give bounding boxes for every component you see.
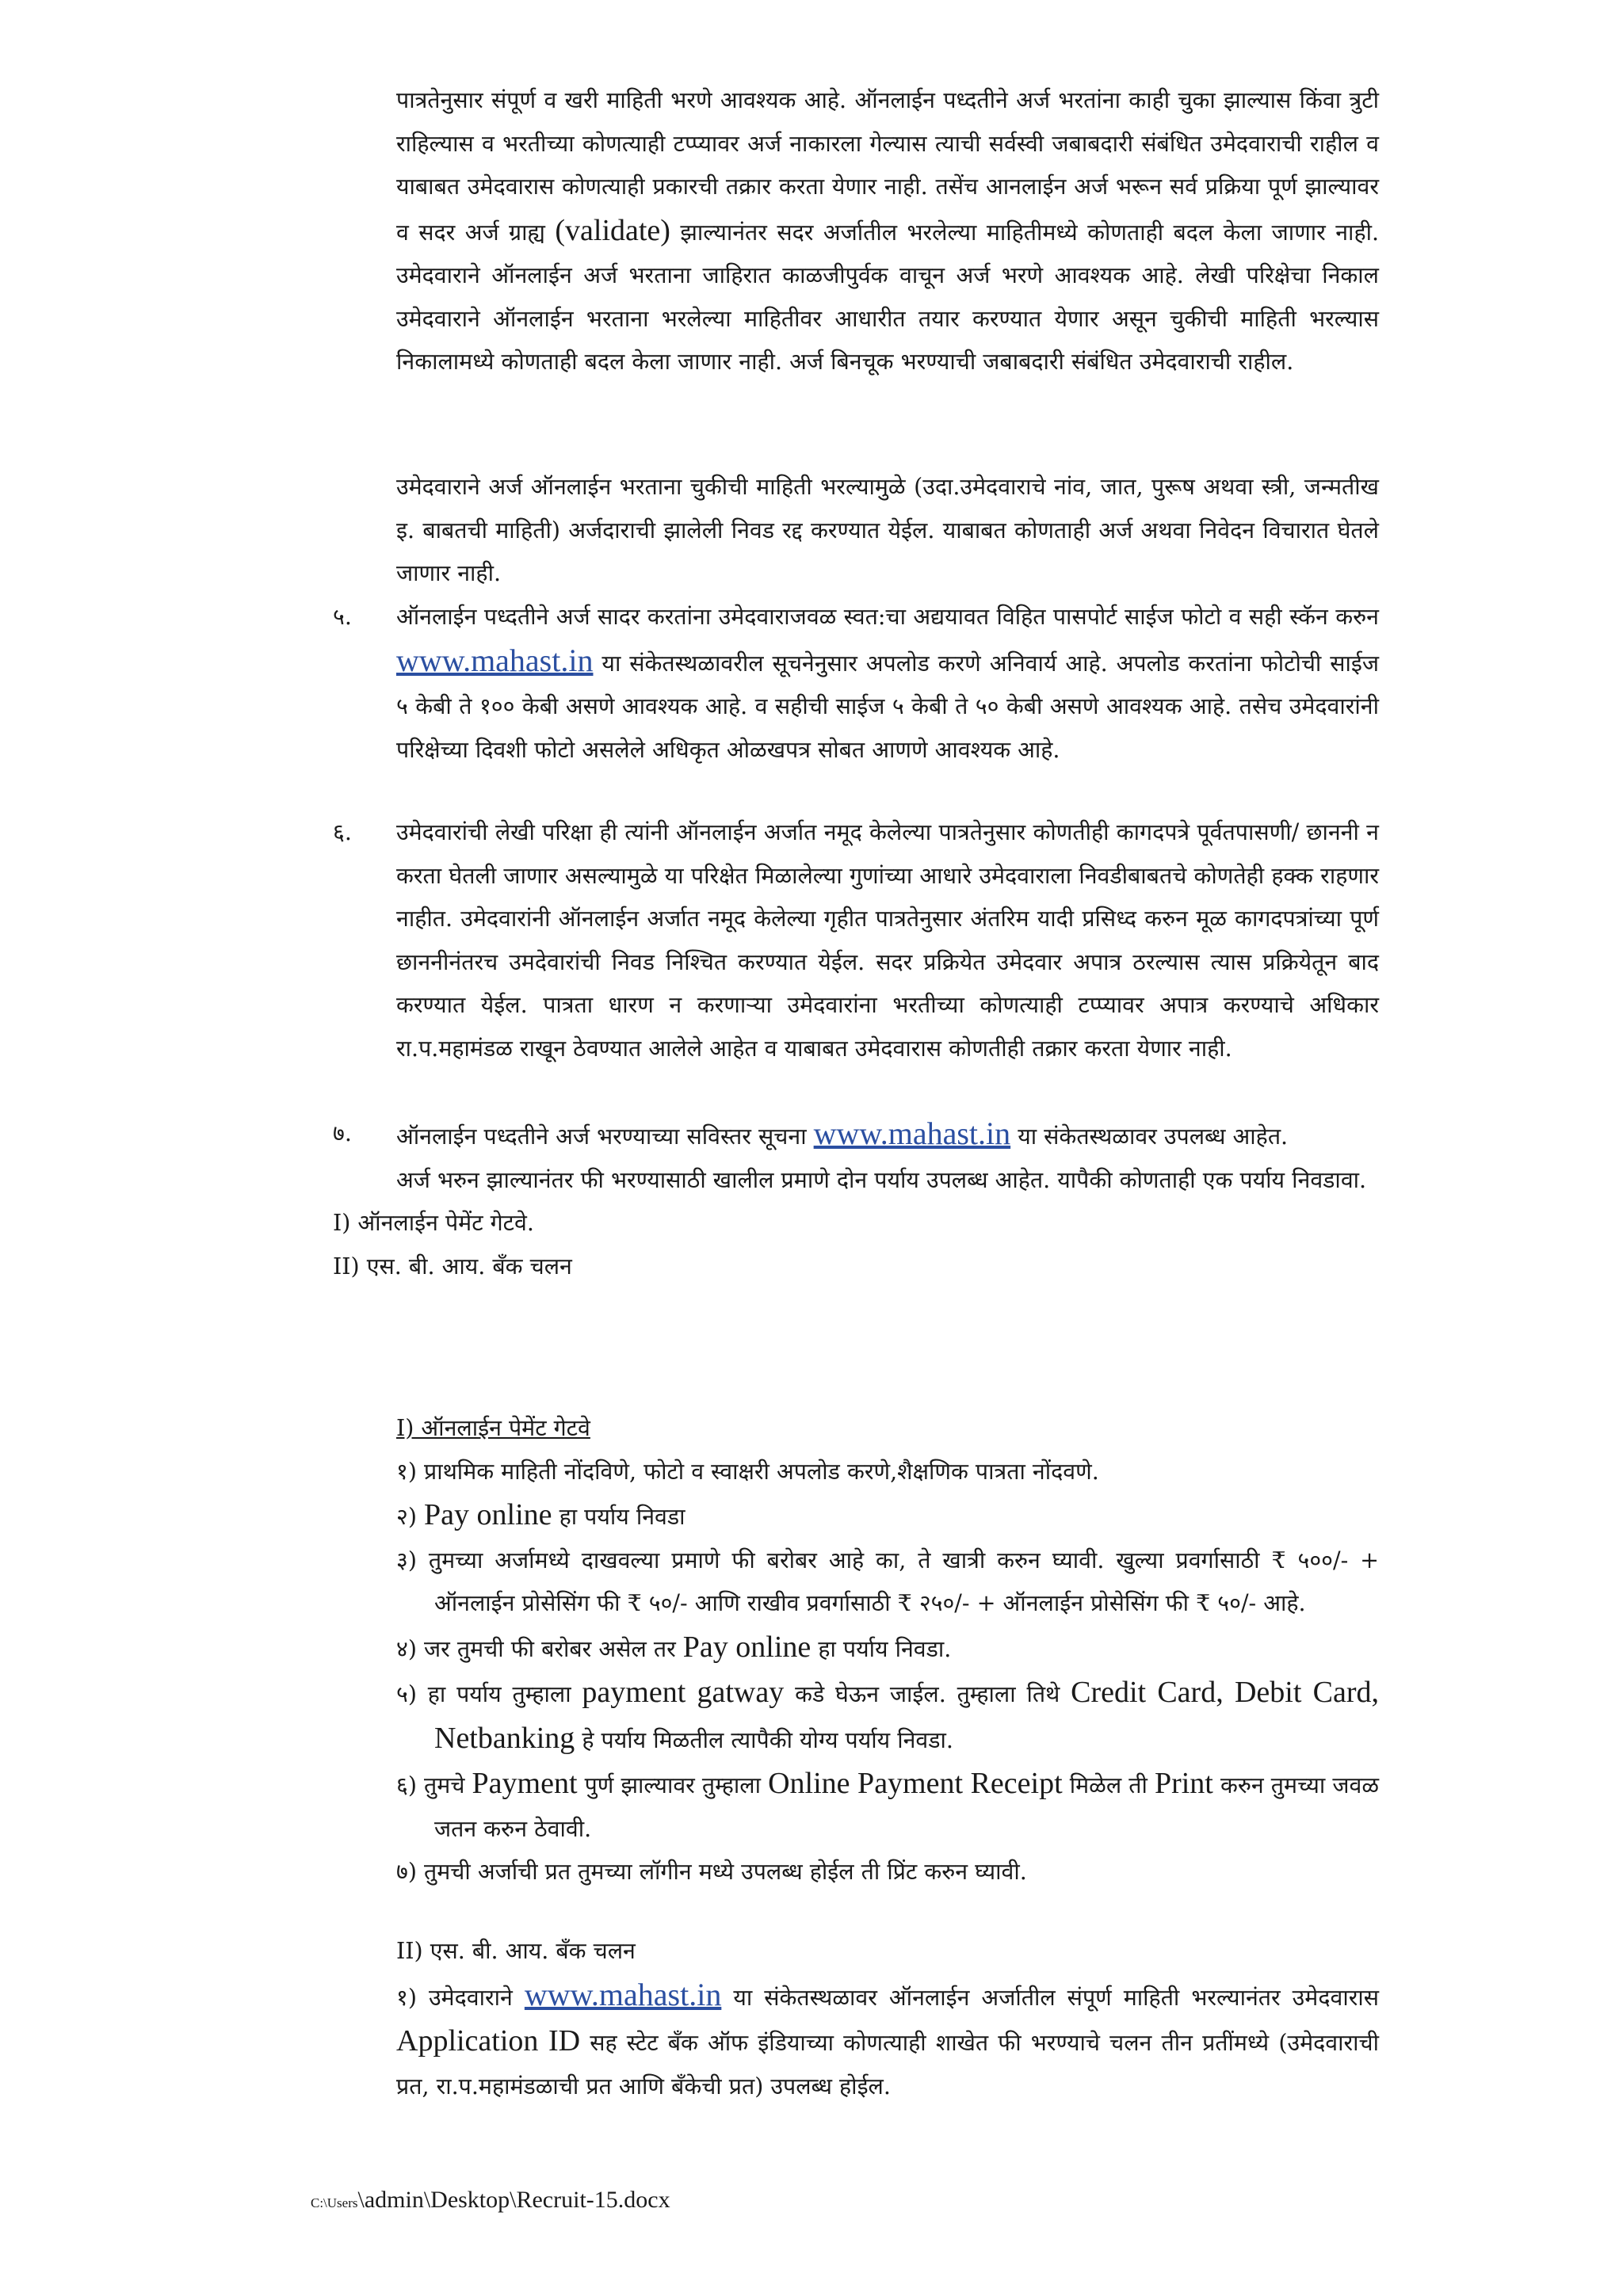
list-item-7 [333, 1112, 1379, 1288]
mahast-link[interactable]: www.mahast.in [813, 1116, 1011, 1151]
wrong-info-text: उमेदवाराने अर्ज ऑनलाईन भरताना चुकीची माहिती भरल्यामुळे (उदा.उमेदवाराचे नांव, जात, पुरूष अथवा स्त्री, जन्मतीख इ. बाबतची माहिती) अर्जदाराची झालेली निवड रद्द करण्यात येईल. याबाबत कोणताही अर्ज अथवा निवेदन विचारात घेतले जाणार नाही. [396, 474, 1379, 586]
mahast-link[interactable]: www.mahast.in [524, 1976, 722, 2012]
step-4: ४) जर तुमची फी बरोबर असेल तर Pay online हा पर्याय निवडा. [396, 1630, 952, 1664]
step-7: ७) तुमची अर्जाची प्रत तुमच्या लॉगीन मध्ये उपलब्ध होईल ती प्रिंट करुन घ्यावी. [396, 1859, 1027, 1885]
item7-text-a: ऑनलाईन पध्दतीने अर्ज भरण्याच्या सविस्तर सूचना [396, 1123, 807, 1150]
list-item-5 [333, 596, 1379, 772]
list-item-6 [333, 811, 1379, 1070]
footer-file-path: C:\Users\admin\Desktop\Recruit-15.docx [311, 2187, 670, 2213]
step-5: ५) हा पर्याय तुम्हाला payment gatway कडे घेऊन जाईल. तुम्हाला तिथे Credit Card, Debit Card, Netbanking हे पर्याय मिळतील त्यापैकी योग्य पर्याय निवडा. [396, 1676, 1379, 1755]
option-sbi-challan: II) एस. बी. आय. बँक चलन [333, 1253, 572, 1280]
validate-term: (validate) [555, 213, 670, 247]
item-number: ६. [333, 819, 352, 845]
section-heading: II) एस. बी. आय. बँक चलन [396, 1938, 636, 1964]
step-2: २) Pay online हा पर्याय निवडा [396, 1498, 685, 1531]
item-number: ५. [333, 604, 352, 630]
item7-text-b: या संकेतस्थळावर उपलब्ध आहेत. [1018, 1123, 1289, 1150]
step-3: ३) तुमच्या अर्जामध्ये दाखवल्या प्रमाणे फी बरोबर आहे का, ते खात्री करुन घ्यावी. खुल्या प्रवर्गासाठी ₹ ५००/- + ऑनलाईन प्रोसेसिंग फी ₹ ५०/- आणि राखीव प्रवर्गासाठी ₹ २५०/- + ऑनलाईन प्रोसेसिंग फी ₹ ५०/- आहे. [396, 1547, 1379, 1616]
step-6: ६) तुमचे Payment पुर्ण झाल्यावर तुम्हाला Online Payment Receipt मिळेल ती Print करुन तुमच्या जवळ जतन करुन ठेवावी. [396, 1767, 1380, 1842]
step-1: १) प्राथमिक माहिती नोंदविणे, फोटो व स्वाक्षरी अपलोड करणे,शैक्षणिक पात्रता नोंदवणे. [396, 1458, 1099, 1485]
item-number: ७. [333, 1120, 352, 1146]
fee-options-intro: अर्ज भरुन झाल्यानंतर फी भरण्यासाठी खालील प्रमाणे दोन पर्याय उपलब्ध आहेत. यापैकी कोणताही एक पर्याय निवडावा. [396, 1166, 1367, 1193]
intro-text-cont: झाल्यानंतर सदर अर्जातील भरलेल्या माहितीमध्ये कोणताही बदल केला जाणार नाही. उमेदवाराने ऑनलाईन अर्ज भरताना जाहिरात काळजीपुर्वक वाचून अर्ज भरणे आवश्यक आहे. लेखी परिक्षेचा निकाल उमेदवाराने ऑनलाईन भरताना भरलेल्या माहितीवर आधारीत तयार करण्यात येणार असून चुकीची माहिती भरल्यास निकालामध्ये कोणताही बदल केला जाणार नाही. अर्ज बिनचूक भरण्याची जबाबदारी संबंधित उमेदवाराची राहील. [396, 219, 1380, 375]
item6-text: उमेदवारांची लेखी परिक्षा ही त्यांनी ऑनलाईन अर्जात नमूद केलेल्या पात्रतेनुसार कोणतीही कागदपत्रे पूर्वतपासणी/ छाननी न करता घेतली जाणार असल्यामुळे या परिक्षेत मिळालेल्या गुणांच्या आधारे उमेदवाराला निवडीबाबतचे कोणतेही हक्क राहणार नाहीत. उमेदवारांनी ऑनलाईन अर्जात नमूद केलेल्या गृहीत पात्रतेनुसार अंतरिम यादी प्रसिध्द करुन मूळ कागदपत्रांच्या पूर्ण छाननीनंतरच उमदेवारांची निवड निश्‍चित करण्यात येईल. सदर प्रक्रियेत उमेदवार अपात्र ठरल्यास त्यास प्रक्रियेतून बाद करण्यात येईल. पात्रता धारण न करणाऱ्या उमेदवारांना भरतीच्या कोणत्याही टप्प्यावर अपात्र करण्याचे अधिकार रा.प.महामंडळ राखून ठेवण्यात आलेले आहेत व याबाबत उमेदवारास कोणतीही तक्रार करता येणार नाही. [396, 819, 1379, 1062]
section-online-gateway [396, 1407, 1379, 1894]
option-online-gateway: I) ऑनलाईन पेमेंट गेटवे. [333, 1210, 534, 1236]
mahast-link[interactable]: www.mahast.in [396, 642, 594, 678]
section-heading: I) ऑनलाईन पेमेंट गेटवे [396, 1415, 590, 1441]
item5-text-b: या संकेतस्थळावरील सूचनेनुसार अपलोड करणे अनिवार्य आहे. अपलोड करतांना फोटोची साईज ५ केबी ते १०० केबी असणे आवश्यक आहे. व सहीची साईज ५ केबी ते ५० केबी असणे आवश्यक आहे. तसेच उमेदवारांनी परिक्षेच्या दिवशी फोटो असलेले अधिकृत ओळखपत्र सोबत आणणे आवश्यक आहे. [396, 650, 1380, 763]
challan-step-1: १) उमेदवाराने www.mahast.in या संकेतस्थळावर ऑनलाईन अर्जातील संपूर्ण माहिती भरल्यानंतर उमेदवारास Application ID सह स्टेट बँक ऑफ इंडियाच्या कोणत्याही शाखेत फी भरण्याचे चलन तीन प्रतींमध्ये (उमेदवाराची प्रत, रा.प.महामंडळाची प्रत आणि बँकेची प्रत) उपलब्ध होईल. [396, 1976, 1379, 2100]
wrong-info-paragraph [396, 466, 1379, 596]
section-sbi-challan [396, 1930, 1379, 2108]
item5-text-a: ऑनलाईन पध्दतीने अर्ज सादर करतांना उमेदवाराजवळ स्वत:चा अद्ययावत विहित पासपोर्ट साईज फोटो व सही स्कॅन करुन [396, 604, 1379, 630]
intro-text: पात्रतेनुसार संपूर्ण व खरी माहिती भरणे आवश्यक आहे. ऑनलाईन पध्दतीने अर्ज भरतांना काही चुका झाल्यास किंवा त्रुटी राहिल्यास व भरतीच्या कोणत्याही टप्प्यावर अर्ज नाकारला गेल्यास त्याची सर्वस्वी जबाबदारी संबंधित उमेदवाराची राहील व याबाबत उमेदवारास कोणत्याही प्रकारची तक्रार करता येणार नाही. तसेंच आनलाईन अर्ज भरून सर्व प्रक्रिया पूर्ण झाल्यावर व सदर अर्ज ग्राह्य [396, 87, 1379, 246]
intro-paragraph [396, 79, 1379, 384]
